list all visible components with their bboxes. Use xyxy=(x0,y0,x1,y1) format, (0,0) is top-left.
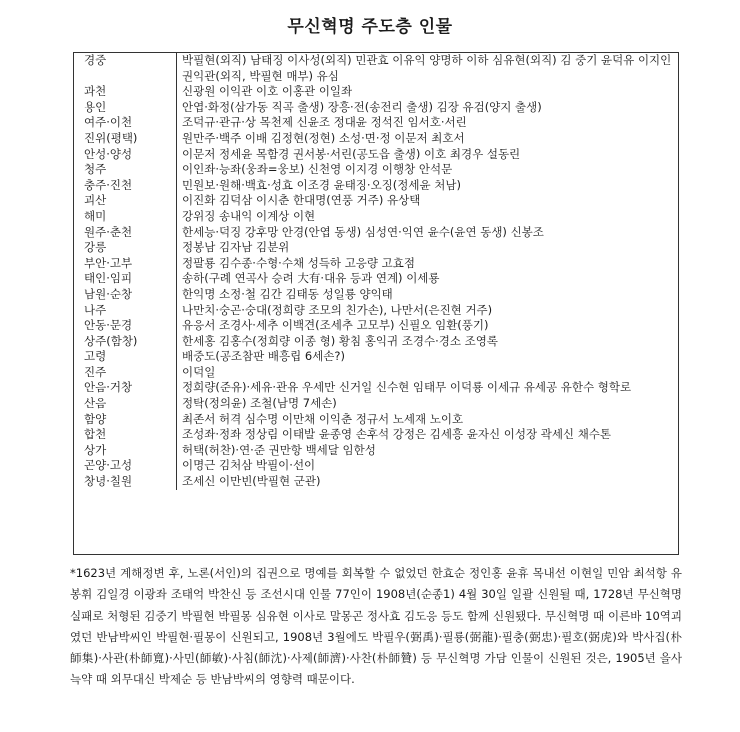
table-row xyxy=(74,240,678,256)
people-cell: 한세홍 김홍수(정희량 이종 형) 황침 홍익귀 조경수·경소 조영록 xyxy=(182,333,498,348)
region-cell: 용인 xyxy=(74,100,177,116)
people-cell: 나만치·숭곤·숭대(정희량 조모의 친가손), 나만서(은진현 거주) xyxy=(182,302,493,317)
table-row xyxy=(74,84,678,100)
people-cell: 신광원 이익관 이호 이홍관 이일좌 xyxy=(182,84,353,99)
region-cell: 곤양·고성 xyxy=(74,458,177,474)
roster-table xyxy=(73,52,679,555)
people-cell: 정팔룡 김수종·수형·수채 성득하 고응량 고효점 xyxy=(182,255,416,270)
region-cell: 산음 xyxy=(74,396,177,412)
people-cell: 정탁(정의윤) 조철(남명 7세손) xyxy=(182,396,337,411)
table-row xyxy=(74,162,678,178)
page-title: 무신혁명 주도층 인물 xyxy=(287,17,453,37)
region-cell: 원주·춘천 xyxy=(74,225,177,241)
region-cell: 태인·임피 xyxy=(74,271,177,287)
table-row xyxy=(74,396,678,412)
table-row xyxy=(74,225,678,241)
region-cell: 해미 xyxy=(74,209,177,225)
table-row xyxy=(74,209,678,225)
people-cell: 안엽·화정(삼가동 직곡 출생) 장흥·전(송전리 출생) 김장 유검(양지 출생) xyxy=(182,99,542,114)
table-row xyxy=(74,349,678,365)
region-cell: 상주(함창) xyxy=(74,334,177,350)
people-cell: 조세신 이만빈(박필현 군관) xyxy=(182,474,321,489)
table-row xyxy=(74,318,678,334)
table-row xyxy=(74,380,678,396)
table-row xyxy=(74,303,678,319)
people-cell: 배중도(공조참판 배흥립 6세손?) xyxy=(182,349,346,364)
table-row xyxy=(74,458,678,474)
table-row xyxy=(74,334,678,350)
people-cell: 이문저 정세윤 목함경 권서봉·서린(공도읍 출생) 이호 최경우 설동린 xyxy=(182,146,521,161)
region-cell: 남원·순창 xyxy=(74,287,177,303)
people-cell: 한세능·덕징 강후망 안경(안엽 동생) 심성연·익연 윤수(윤연 동생) 신봉조 xyxy=(182,224,544,239)
table-row xyxy=(74,443,678,459)
region-cell: 강릉 xyxy=(74,240,177,256)
table-row xyxy=(74,131,678,147)
people-cell: 유응서 조경사·세추 이백견(조세추 고모부) 신필오 임환(풍기) xyxy=(182,318,489,333)
footnote: *1623년 계해정변 후, 노론(서인)의 집권으로 명예를 회복할 수 없었던 한효순 정인홍 윤휴 목내선 이현일 민암 최석항 유봉휘 김일경 이광좌 조태억 박찬신 등 조선시대 인물 77인이 1908년(순종1) 4월 30일 일괄 신원될 때, 1728년 무신혁명 실패로 처형된 김중기 박필현 박필몽 심유현 이사로 말몽곤 정사효 김도응 등도 함께 신원됐다. 무신혁명 때 이른바 10역괴였던 반남박씨인 박필현·필몽이 신원되고, 1908년 3월에도 박필우(弼禹)·필룡(弼龍)·필충(弼忠)·필호(弼虎)와 박사집(朴師集)·사관(朴師寬)·사민(師敏)·사침(師沈)·사제(師濟)·사찬(朴師贊) 등 무신혁명 가담 인물이 신원된 것은, 1905년 을사늑약 때 외무대신 박제순 등 반남박씨의 영향력 때문이다. xyxy=(70,566,682,687)
region-cell: 괴산 xyxy=(74,193,177,209)
people-cell: 박필현(외직) 남태징 이사성(외직) 민관효 이유익 양명하 이하 심유현(외직) 김 중기 윤덕유 이지인 권익관(외직, 박필현 매부) 유심 xyxy=(182,53,672,83)
table-row xyxy=(74,147,678,163)
table-row xyxy=(74,193,678,209)
people-cell: 이덕일 xyxy=(182,364,216,379)
region-cell: 상가 xyxy=(74,443,177,459)
people-cell: 송하(구례 연곡사 승려 大有·대유 등과 연계) 이세룡 xyxy=(182,271,440,286)
region-cell: 진주 xyxy=(74,365,177,381)
people-cell: 강위징 송내익 이계상 이현 xyxy=(182,208,316,223)
table-row xyxy=(74,100,678,116)
table-row xyxy=(74,256,678,272)
people-cell: 조덕규·관규·상 목천제 신윤조 정대윤 정석진 임서호·서린 xyxy=(182,115,467,130)
people-cell: 이진화 김덕삼 이시춘 한대명(연풍 거주) 유상택 xyxy=(182,193,421,208)
people-cell: 이명근 김처삼 박필이·선이 xyxy=(182,458,316,473)
table-row xyxy=(74,427,678,443)
people-cell: 원만주·백주 이배 김정현(정현) 소성·면·정 이문저 최호서 xyxy=(182,130,465,145)
region-cell: 창녕·칠원 xyxy=(74,474,177,490)
people-cell: 정봉남 김자남 김분위 xyxy=(182,240,290,255)
table-row xyxy=(74,53,678,84)
region-cell: 안동·문경 xyxy=(74,318,177,334)
region-cell: 고령 xyxy=(74,349,177,365)
table-row xyxy=(74,178,678,194)
people-cell: 이인좌·능좌(웅좌=웅보) 신천영 이지경 이행창 안석문 xyxy=(182,162,453,177)
people-cell: 조성좌·정좌 정상림 이태발 윤종영 손후석 강정은 김세흥 윤자신 이성장 곽세신 채수톤 xyxy=(182,427,612,442)
table-row xyxy=(74,412,678,428)
table-row xyxy=(74,474,678,490)
region-cell: 과천 xyxy=(74,84,177,100)
region-cell: 안음·거창 xyxy=(74,380,177,396)
people-cell: 한익명 소정·철 김간 김태동 성일룡 양익태 xyxy=(182,286,393,301)
people-cell: 민원보·원해·백효·성효 이조경 윤태징·오징(정세윤 처남) xyxy=(182,177,461,192)
table-row xyxy=(74,365,678,381)
table-row xyxy=(74,271,678,287)
region-cell: 진위(평택) xyxy=(74,131,177,147)
table-row xyxy=(74,287,678,303)
table-row xyxy=(74,115,678,131)
region-cell: 충주·진천 xyxy=(74,178,177,194)
people-cell: 정희량(준유)·세유·관유 우세만 신거일 신수현 임태무 이덕룡 이세규 유세공 유한수 형학로 xyxy=(182,380,632,395)
people-cell: 최존서 허격 심수명 이만채 이익춘 정규서 노세재 노이호 xyxy=(182,411,464,426)
region-cell: 경중 xyxy=(74,53,177,84)
region-cell: 여주·이천 xyxy=(74,115,177,131)
region-cell: 부안·고부 xyxy=(74,256,177,272)
people-cell: 허택(허찬)·연·준 권만항 백세달 임한성 xyxy=(182,442,376,457)
roster-body xyxy=(74,53,678,490)
region-cell: 안성·양성 xyxy=(74,147,177,163)
region-cell: 합천 xyxy=(74,427,177,443)
region-cell: 함양 xyxy=(74,412,177,428)
region-cell: 청주 xyxy=(74,162,177,178)
region-cell: 나주 xyxy=(74,303,177,319)
